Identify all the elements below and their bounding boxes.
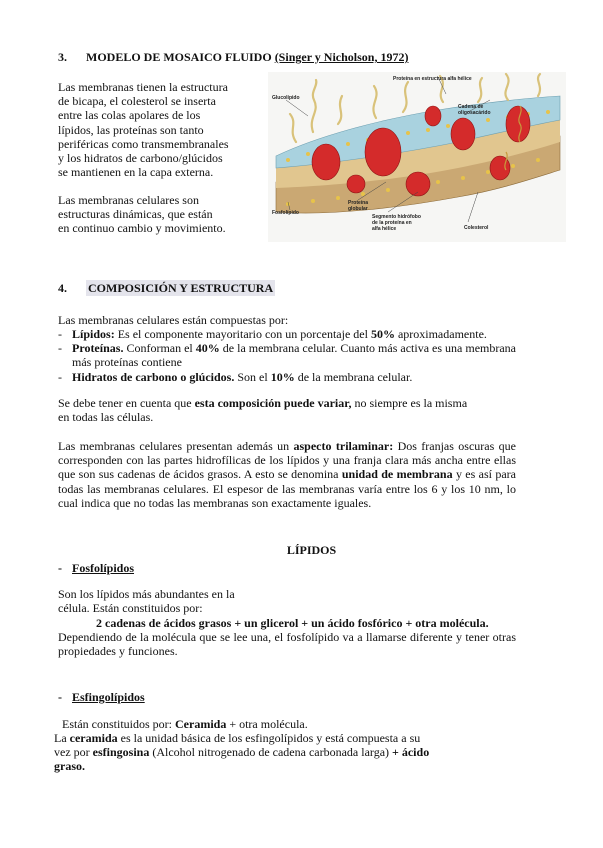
membrane-diagram (268, 72, 566, 242)
text-line: en continuo cambio y movimiento. (58, 221, 226, 236)
fosfolipidos-intro: Son los lípidos más abundantes en la célula. Están constituidos por: (58, 587, 235, 616)
text-line: y los hidratos de carbono/glúcidos (58, 151, 223, 166)
section3-paragraph1 (58, 80, 254, 179)
lipidos-heading (0, 543, 603, 558)
label-proteina-globular: Proteína (348, 200, 369, 206)
fosfolipidos-title: - Fosfolípidos (58, 561, 135, 575)
text-line: lípidos, las proteínas son tanto (58, 122, 204, 137)
fosfolipidos-paragraph: Dependiendo de la molécula que se lee una, el fosfolípido va a llamarse diferente y tener otras propiedades y funciones. (58, 630, 516, 659)
label-proteina-alfa: Proteína en estructura alfa hélice (393, 76, 472, 82)
composition-list (58, 327, 563, 384)
text-line: de bicapa, el colesterol se inserta (58, 94, 216, 109)
label-proteina-globular-2: globular (348, 206, 368, 212)
section3-reference: (Singer y Nicholson, 1972) (274, 50, 409, 64)
label-glucolipido: Glucolípido (272, 95, 300, 101)
label-cadena: Cadena de (458, 104, 484, 110)
list-item: - Hidratos de carbono o glúcidos. Son el 10% de la membrana celular. (58, 369, 413, 384)
section3-number: 3. (58, 50, 67, 64)
text-line: se mantienen en la capa externa. (58, 165, 214, 180)
text-line: Las membranas celulares son (58, 193, 199, 207)
trilaminar-paragraph: Las membranas celulares presentan además un aspecto trilaminar: Dos franjas oscuras que corresponden con las partes hidrofílicas de los lípidos y una franja clara más ancha entre ellas que son sus cadenas de ácidos grasos. A esto se denomina unidad de membrana y es así para todas las membranas celulares. El espesor de las membranas varía entre los 6 y los 10 nm, lo cual indica que no todas las membranas son exactamente iguales. (58, 439, 516, 510)
section3-paragraph2 (58, 193, 258, 236)
label-segmento-2: de la proteína en (372, 220, 412, 226)
label-segmento: Segmento hidrófobo (372, 214, 421, 220)
esfingolipidos-title: - Esfingolípidos (58, 690, 145, 704)
section4-title (86, 281, 275, 296)
text-line: estructuras dinámicas, que están (58, 207, 213, 222)
list-item: - Lípidos: Es el componente mayoritario con un porcentaje del 50% aproximadamente. (58, 327, 487, 341)
text-line: entre las colas apolares de los (58, 108, 201, 123)
label-fosfolipido: Fosfolípido (272, 210, 299, 216)
section3-title (86, 50, 408, 65)
membrane-illustration (268, 72, 566, 242)
text-line: periféricas como transmembranales (58, 136, 229, 151)
section3-title-text: MODELO DE MOSAICO FLUIDO (86, 50, 272, 64)
label-colesterol: Colesterol (464, 225, 489, 231)
label-cadena-2: oligosacárido (458, 110, 491, 116)
text-line: Las membranas tienen la estructura (58, 80, 228, 94)
label-segmento-3: alfa hélice (372, 226, 397, 232)
lipidos-heading-text: LÍPIDOS (286, 543, 337, 557)
fosfolipidos-formula: 2 cadenas de ácidos grasos + un glicerol + un ácido fosfórico + otra molécula. (96, 616, 489, 630)
composition-variance-paragraph: Se debe tener en cuenta que esta composición puede variar, no siempre es la misma en todas las células. (58, 396, 468, 425)
esfingolipidos-intro: Están constituidos por: Ceramida + otra molécula. (62, 717, 308, 731)
list-item-continuation: más proteínas contiene (72, 355, 182, 370)
esfingolipidos-paragraph: La ceramida es la unidad básica de los esfingolípidos y está compuesta a su vez por esfingosina (Alcohol nitrogenado de cadena carbonada larga) + ácido graso. (54, 731, 430, 774)
composition-intro: Las membranas celulares están compuestas por: (58, 313, 289, 327)
list-item: - Proteínas. Conforman el 40% de la membrana celular. Cuanto más activa es una membrana (58, 341, 516, 356)
section4-title-text: COMPOSICIÓN Y ESTRUCTURA (88, 281, 274, 295)
section4-number: 4. (58, 281, 67, 295)
